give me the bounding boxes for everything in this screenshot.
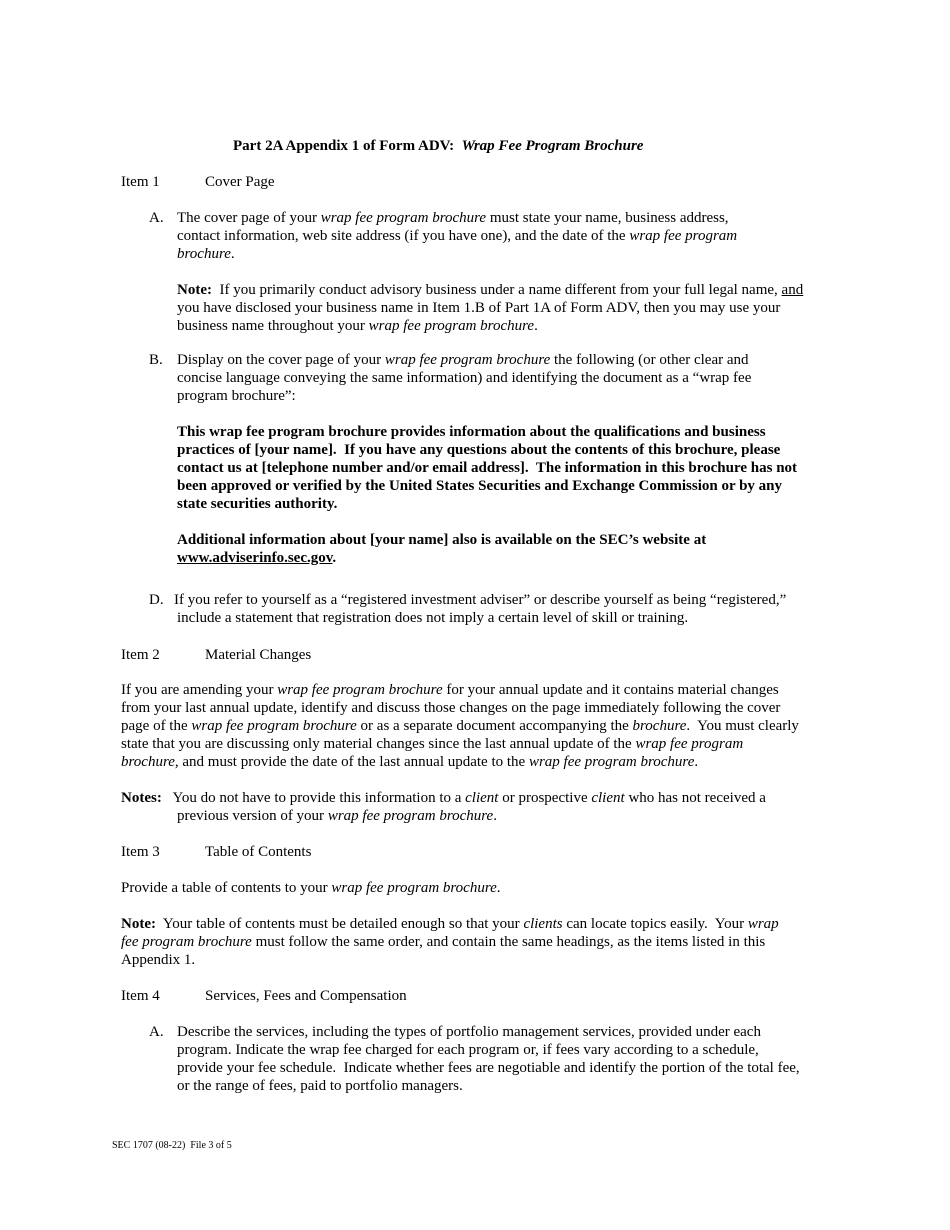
page-title bbox=[233, 137, 643, 155]
item-2-notes bbox=[121, 789, 831, 825]
text-italic: client bbox=[465, 790, 499, 806]
text: previous version of your bbox=[177, 808, 328, 824]
text: include a statement that registration does not imply a certain level of skill or training. bbox=[177, 610, 689, 626]
text-italic: clients bbox=[523, 916, 563, 932]
text: You do not have to provide this information to a bbox=[161, 790, 466, 806]
text: . bbox=[534, 318, 538, 334]
item-1-d-letter: D. bbox=[149, 592, 164, 608]
text-italic: wrap fee program brochure bbox=[384, 352, 551, 368]
text: . You must clearly bbox=[686, 718, 799, 734]
notes-label: Notes: bbox=[121, 790, 162, 806]
text-italic: wrap fee program brochure bbox=[277, 682, 443, 698]
text: must state your name, business address, bbox=[486, 210, 729, 226]
text: program brochure”: bbox=[177, 388, 296, 404]
text: been approved or verified by the United States Securities and Exchange Commission or by any bbox=[177, 478, 783, 494]
text: provide your fee schedule. Indicate whether fees are negotiable and identify the portion of the total fee, bbox=[177, 1060, 800, 1076]
item-3-note bbox=[121, 915, 831, 969]
text: or the range of fees, paid to portfolio managers. bbox=[177, 1078, 463, 1094]
text-italic: wrap fee program bbox=[629, 228, 738, 244]
text: concise language conveying the same information) and identifying the document as a “wrap fee bbox=[177, 370, 752, 386]
text: or as a separate document accompanying the bbox=[356, 718, 633, 734]
text: , and must provide the date of the last annual update to the bbox=[174, 754, 529, 770]
sec-website-link[interactable]: www.adviserinfo.sec.gov bbox=[177, 550, 333, 566]
text: the following (or other clear and bbox=[550, 352, 749, 368]
text: business name throughout your bbox=[177, 318, 369, 334]
text-italic: wrap fee program brochure bbox=[331, 880, 497, 896]
text: program. Indicate the wrap fee charged for each program or, if fees vary according to a schedule, bbox=[177, 1042, 759, 1058]
text: Display on the cover page of your bbox=[177, 352, 385, 368]
item-4-a-paragraph bbox=[177, 1023, 827, 1095]
text: If you refer to yourself as a “registered investment adviser” or describe yourself as being “registered,” bbox=[174, 592, 787, 608]
text-italic: wrap fee program brochure bbox=[320, 210, 487, 226]
text: Appendix 1. bbox=[121, 952, 196, 968]
text: must follow the same order, and contain the same headings, as the items listed in this bbox=[251, 934, 766, 950]
text: Provide a table of contents to your bbox=[121, 880, 332, 896]
text: or prospective bbox=[498, 790, 592, 806]
item-4-number: Item 4 bbox=[121, 988, 160, 1004]
text-italic: wrap fee program brochure bbox=[191, 718, 357, 734]
text: page of the bbox=[121, 718, 192, 734]
text-italic: brochure bbox=[632, 718, 687, 734]
text: contact information, web site address (if you have one), and the date of the bbox=[177, 228, 630, 244]
item-3-title: Table of Contents bbox=[205, 844, 312, 860]
text: . bbox=[230, 246, 235, 262]
text: If you primarily conduct advisory business under a name different from your full legal name, bbox=[211, 282, 782, 298]
text: . bbox=[493, 808, 497, 824]
text: If you are amending your bbox=[121, 682, 278, 698]
item-1-b-required-statement bbox=[177, 423, 827, 513]
text: state that you are discussing only material changes since the last annual update of the bbox=[121, 736, 636, 752]
item-2-paragraph bbox=[121, 681, 831, 771]
item-1-b-paragraph bbox=[177, 351, 827, 405]
item-4-title: Services, Fees and Compensation bbox=[205, 988, 407, 1004]
item-1-title: Cover Page bbox=[205, 174, 275, 190]
text-italic: wrap fee program brochure bbox=[327, 808, 494, 824]
text: . bbox=[496, 880, 501, 896]
item-1-d-paragraph bbox=[174, 591, 824, 627]
text: from your last annual update, identify and discuss those changes on the page immediately following the cover bbox=[121, 700, 781, 716]
text-italic: client bbox=[591, 790, 625, 806]
text-italic: wrap fee program brochure bbox=[368, 318, 535, 334]
item-4-a-letter: A. bbox=[149, 1024, 164, 1040]
text-italic: fee program brochure bbox=[121, 934, 252, 950]
text: you have disclosed your business name in Item 1.B of Part 1A of Form ADV, then you may use your bbox=[177, 300, 781, 316]
text-italic: wrap fee program brochure bbox=[528, 754, 695, 770]
text: who has not received a bbox=[624, 790, 766, 806]
text: . bbox=[694, 754, 699, 770]
note-label: Note: bbox=[121, 916, 156, 932]
item-2-title: Material Changes bbox=[205, 647, 312, 663]
text: The cover page of your bbox=[177, 210, 321, 226]
text: . bbox=[332, 550, 337, 566]
form-footer: SEC 1707 (08-22) File 3 of 5 bbox=[112, 1140, 232, 1151]
note-label: Note: bbox=[177, 282, 212, 298]
text: Describe the services, including the types of portfolio management services, provided under each bbox=[177, 1024, 761, 1040]
text-italic: brochure bbox=[121, 754, 175, 770]
text-underlined: and bbox=[781, 282, 804, 298]
item-1-a-letter: A. bbox=[149, 210, 164, 226]
title-italic: Wrap Fee Program Brochure bbox=[461, 138, 644, 154]
text-italic: wrap fee program bbox=[635, 736, 744, 752]
item-3-paragraph bbox=[121, 879, 831, 897]
text: for your annual update and it contains material changes bbox=[442, 682, 779, 698]
text: can locate topics easily. Your bbox=[562, 916, 748, 932]
text: practices of [your name]. If you have any questions about the contents of this brochure, please bbox=[177, 442, 781, 458]
item-1-a-paragraph bbox=[177, 209, 827, 263]
item-1-number: Item 1 bbox=[121, 174, 160, 190]
item-1-b-additional-info bbox=[177, 531, 827, 567]
item-3-number: Item 3 bbox=[121, 844, 160, 860]
text: Additional information about [your name] also is available on the SEC’s website at bbox=[177, 532, 707, 548]
text: state securities authority. bbox=[177, 496, 338, 512]
text-italic: brochure bbox=[177, 246, 231, 262]
item-1-b-letter: B. bbox=[149, 352, 163, 368]
text: contact us at [telephone number and/or email address]. The information in this brochure has not bbox=[177, 460, 798, 476]
text: This wrap fee program brochure provides information about the qualifications and business bbox=[177, 424, 766, 440]
text-italic: wrap bbox=[747, 916, 779, 932]
item-1-a-note bbox=[177, 281, 827, 335]
title-prefix: Part 2A Appendix 1 of Form ADV: bbox=[233, 138, 455, 154]
text: Your table of contents must be detailed enough so that your bbox=[155, 916, 524, 932]
item-2-number: Item 2 bbox=[121, 647, 160, 663]
